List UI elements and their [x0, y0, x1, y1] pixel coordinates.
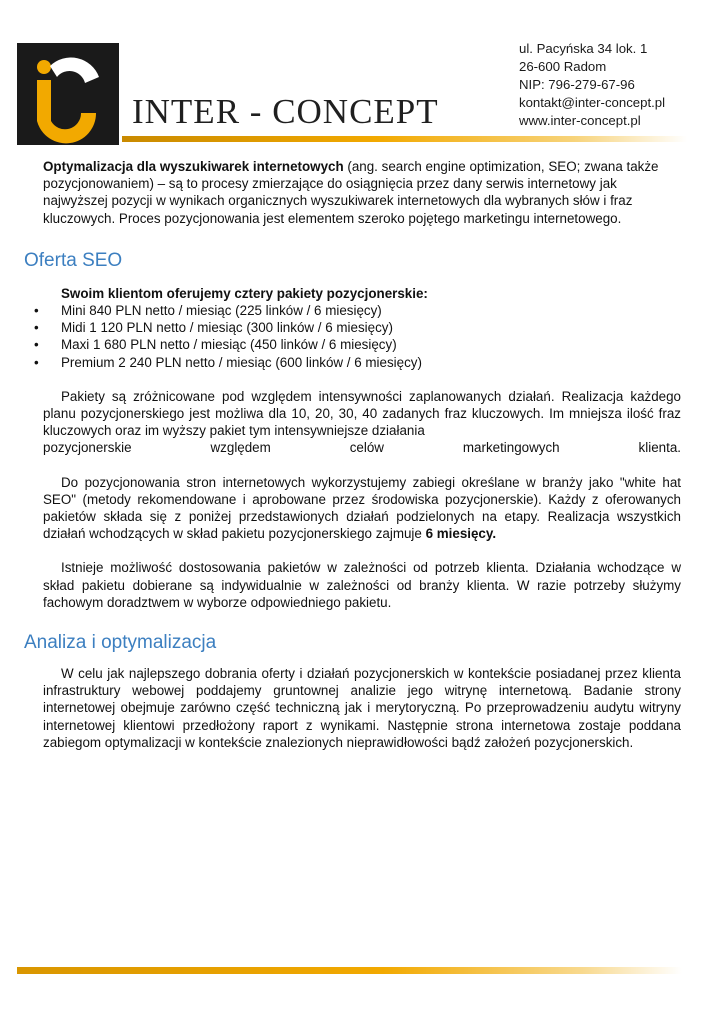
packages-list [34, 302, 681, 371]
list-item [34, 319, 681, 336]
logo-i-stem [37, 80, 51, 121]
duration-highlight: 6 miesięcy. [425, 526, 497, 542]
contact-nip: NIP: 796-279-67-96 [519, 77, 635, 92]
contact-website[interactable]: www.inter-concept.pl [519, 113, 641, 128]
list-item [34, 302, 681, 319]
customization-paragraph: Istnieje możliwość dostosowania pakietów w zależności od potrzeb klienta. Działania wchodzące w skład pakietu dobierane są indywidualnie w zależności od branży klienta. W razie potrzeby służymy fachowym doradztwem w wyborze odpowiedniego pakietu. [43, 560, 681, 610]
analysis-paragraph: W celu jak najlepszego dobrania oferty i działań pozycjonerskich w kontekście posiadanej przez klienta infrastruktury webowej poddajemy gruntownej analizie jego witrynę internetową. Badanie strony internetowej obejmuje zarówno część techniczną jak i merytoryczną. Po przeprowadzeniu audytu witryny internetowej klientowi przedłożony raport z wynikami. Następnie strona internetowa zostaje poddana zabiegom optymalizacji w kontekście znalezionych nieprawidłowości bądź założeń pozycjonerskich. [43, 666, 681, 750]
intro-term: Optymalizacja dla wyszukiwarek internetowych [43, 159, 344, 174]
bullet-icon: • [34, 303, 39, 319]
package-premium: Premium 2 240 PLN netto / miesiąc (600 linków / 6 miesięcy) [61, 354, 422, 370]
header-divider [122, 136, 687, 142]
document-body [24, 158, 681, 751]
contact-city: 26-600 Radom [519, 59, 607, 74]
contact-block [519, 40, 704, 130]
white-hat-paragraph [43, 474, 681, 543]
contact-address: ul. Pacyńska 34 lok. 1 [519, 41, 648, 56]
package-mini: Mini 840 PLN netto / miesiąc (225 linków / 6 miesięcy) [61, 303, 382, 319]
contact-email[interactable]: kontakt@inter-concept.pl [519, 95, 666, 110]
packages-description-main: Pakiety są zróżnicowane pod względem intensywności zaplanowanych działań. Realizacja każdego planu pozycjonerskiego jest możliwa dla 10, 20, 30, 40 zadanych fraz kluczowych. Im mniejsza ilość fraz kluczowych oraz im wyższy pakiet tym intensywniejsze działania [43, 388, 681, 439]
packages-description [43, 388, 681, 457]
packages-description-last-line: pozycjonerskie względem celów marketingowych klienta. [43, 440, 681, 456]
intro-paragraph [43, 158, 681, 227]
company-name: INTER - CONCEPT [132, 92, 439, 131]
bullet-icon: • [34, 354, 39, 370]
list-item [34, 354, 681, 371]
packages-heading: Swoim klientom oferujemy cztery pakiety pozycjonerskie: [61, 285, 428, 301]
logo-dot [37, 60, 51, 74]
company-logo [17, 43, 119, 145]
bullet-icon: • [34, 337, 39, 353]
list-item [34, 336, 681, 353]
white-hat-text: Do pozycjonowania stron internetowych wykorzystujemy zabiegi określane w branży jako "white hat SEO" (metody rekomendowane i aprobowane przez środowiska pozycjonerskie). Każdy z oferowanych pakietów składa się z poniżej przedstawionych działań podzielonych na etapy. Realizacja wszystkich działań wchodzących w skład pakietu pozycjonerskiego zajmuje [43, 474, 681, 542]
intro-text: (ang. search engine optimization, SEO; zwana także pozycjonowaniem) – są to procesy zmierzające do osiągnięcia przez dany serwis internetowy jak najwyższej pozycji w wynikach organicznych wyszukiwarek internetowych dla wybranych słów i fraz kluczowych. Proces pozycjonowania jest elementem szeroko pojętego marketingu internetowego. [43, 159, 659, 226]
seo-offer-heading: Oferta SEO [24, 249, 123, 271]
bullet-icon: • [34, 320, 39, 336]
package-midi: Midi 1 120 PLN netto / miesiąc (300 linków / 6 miesięcy) [61, 320, 393, 336]
package-maxi: Maxi 1 680 PLN netto / miesiąc (450 linków / 6 miesięcy) [61, 337, 397, 353]
footer-divider [17, 967, 682, 974]
analysis-heading: Analiza i optymalizacja [24, 632, 217, 654]
